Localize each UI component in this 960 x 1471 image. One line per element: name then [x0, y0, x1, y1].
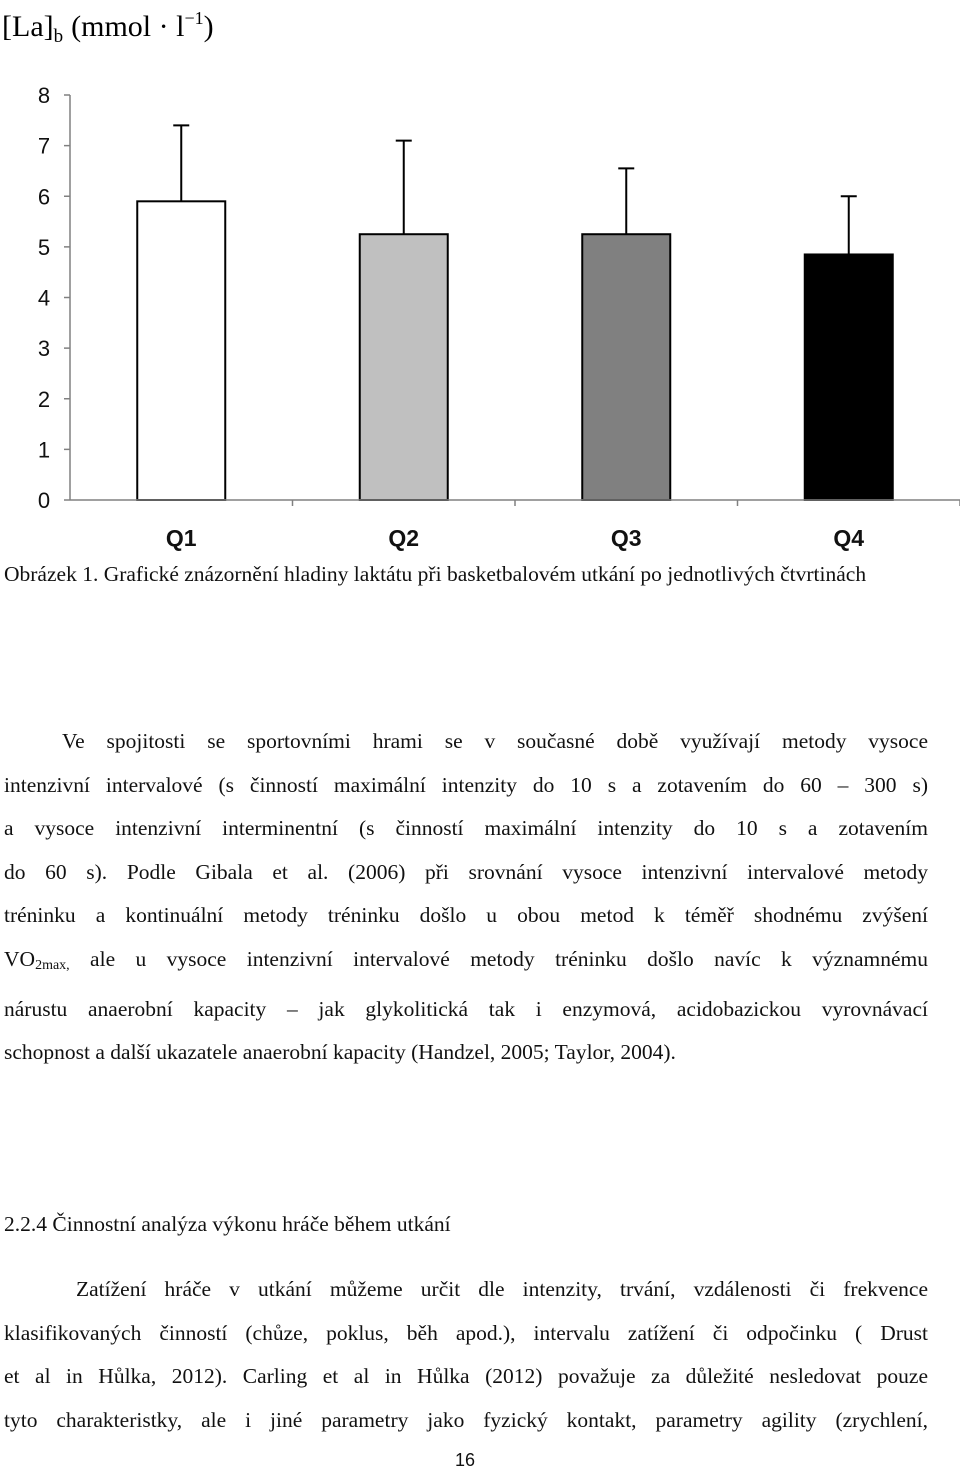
para2-line: Zatížení hráče v utkání můžeme určit dle intenzity, trvání, vzdálenosti či frekvence	[76, 1277, 928, 1301]
para1-line: a vysoce intenzivní interminentní (s činností maximální intenzity do 10 s a zotavením	[4, 816, 928, 841]
para1-line: intenzivní intervalové (s činností maximální intenzity do 10 s a zotavením do 60 – 300 s)	[4, 772, 928, 797]
y-tick-label: 7	[37, 133, 51, 159]
y-tick-label: 6	[37, 184, 51, 210]
x-category-label: Q2	[388, 525, 420, 551]
vo-text: VO	[4, 946, 36, 971]
figure-caption: Obrázek 1. Grafické znázornění hladiny laktátu při basketbalovém utkání po jednotlivých čtvrtinách	[4, 562, 867, 586]
y-tick-label: 8	[37, 83, 51, 108]
para1-line: nárustu anaerobní kapacity – jak glykolitická tak i enzymová, acidobazickou vyrovnávací	[4, 996, 928, 1021]
lactate-bar-chart	[0, 0, 960, 560]
y-tick-label: 5	[37, 234, 51, 260]
section-heading: 2.2.4 Činnostní analýza výkonu hráče během utkání	[4, 1212, 451, 1236]
para1-line: schopnost a další ukazatele anaerobní kapacity (Handzel, 2005; Taylor, 2004).	[4, 1040, 676, 1065]
para1-line-vo2max	[4, 938, 928, 988]
y-tick-label: 2	[37, 386, 51, 412]
para2-line: tyto charakteristky, ale i jiné parametry jako fyzický kontakt, parametry agility (zrychlení,	[4, 1407, 928, 1432]
para1-line: do 60 s). Podle Gibala et al. (2006) při srovnání vysoce intenzivní intervalové metody	[4, 859, 928, 884]
x-category-label: Q4	[833, 525, 865, 551]
para1-line: tréninku a kontinuální metody tréninku došlo u obou metod k téměř shodnému zvýšení	[4, 903, 928, 928]
para2-line: et al in Hůlka, 2012). Carling et al in Hůlka (2012) považuje za důležité nesledovat pouze	[4, 1364, 928, 1389]
y-tick-label: 0	[37, 488, 51, 513]
bar-q1	[137, 201, 225, 500]
y-tick-label: 1	[37, 437, 51, 463]
y-tick-label: 4	[37, 285, 51, 311]
paragraph-1	[4, 720, 928, 1075]
x-category-label: Q3	[610, 525, 642, 551]
page-number: 16	[454, 1450, 476, 1470]
y-axis-label: $[La]_b$ (mmol · $l^{-1}$)	[2, 8, 214, 47]
para2-line: klasifikovaných činností (chůze, poklus, běh apod.), intervalu zatížení či odpočinku ( Drust	[4, 1320, 928, 1345]
para1-line: Ve spojitosti se sportovními hrami se v současné době využívají metody vysoce	[62, 729, 928, 753]
bar-q3	[582, 234, 670, 500]
bar-q2	[360, 234, 448, 500]
vo-rest: ale u vysoce intenzivní intervalové metody tréninku došlo navíc k významnému	[69, 946, 928, 971]
paragraph-2	[4, 1268, 928, 1442]
y-tick-label: 3	[37, 336, 51, 362]
bar-q4	[805, 254, 893, 500]
x-category-label: Q1	[165, 525, 197, 551]
vo-subscript: 2max,	[35, 957, 70, 973]
